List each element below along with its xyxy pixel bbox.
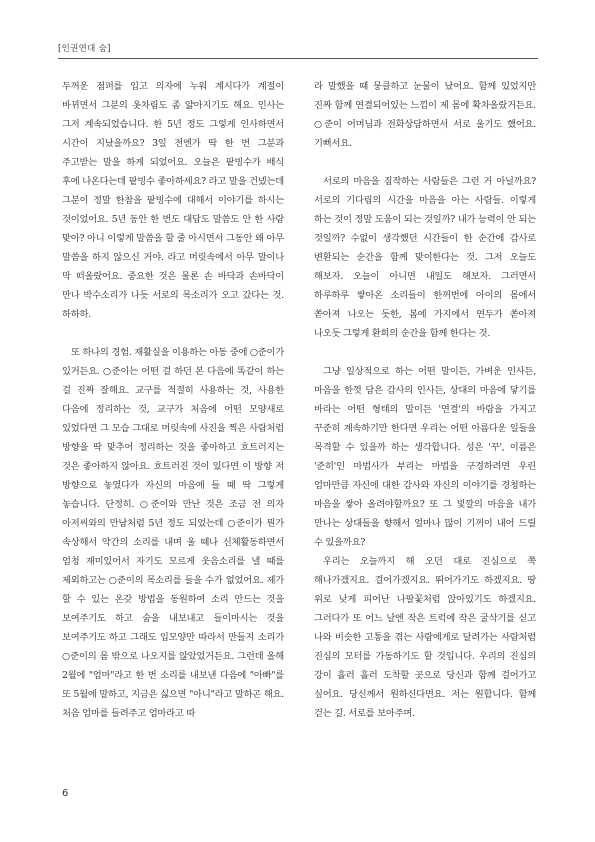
page-number: 6 <box>62 788 69 799</box>
paragraph: 그냥 일상적으로 하는 어떤 말이든, 가벼운 인사든, 마음을 한껏 담은 감사의 인사든, 상대의 마음에 닿기를 바라는 어떤 형태의 말이든 '연결'의 바람을 가지고 꾸준히 계속하기만 한다면 우리는 어떤 아름다운 일들을 목격할 수 있을까 하는 생각합니다. 성은 '꾸', 이름은 '준히'인 마법사가 부리는 마법을 구경하려면 우린 엄마만큼 자신에 대한 감사와 자신의 이야기를 경청하는 마음을 쌓아 올려야할까요? 또 그 빛깔의 마음을 내가 만나는 상대들을 향해서 얼마나 많이 기꺼이 내어 드릴 수 있을까요? <box>314 366 536 548</box>
paragraph: 라 말했을 때 뭉클하고 눈물이 났어요. 함께 있었지만 진짜 함께 연결되어있는 느낌이 제 몸에 확차올랐거든요. ○준이 어머님과 전화상담하면서 서로 울기도 했어요. 기뻐서요. <box>314 81 536 149</box>
header-rule <box>58 58 538 59</box>
paragraph: 또 하나의 경험. 재활실을 이용하는 아동 중에 ○준이가 있거든요. ○준이는 어떤 걸 하던 본 다음에 똑같이 하는 걸 진짜 잘해요. 교구를 적절히 사용하는 것, 사용한 다음에 정리하는 것, 교구가 처음에 어떤 모양새로 있었다면 그 모습 그대로 머릿속에 사진을 찍은 사람처럼 방향을 딱 맞추어 정리하는 것을 좋아하고 흐트러지는 것은 좋아하지 않아요. 흐트러진 것이 있다면 이 방향 저 방향으로 놓였다가 자신의 마음에 들 때 딱 그렇게 놓습니다. 단정히. ○준이와 만난 것은 조금 전 의자 아저씨와의 만남처럼 5년 정도 되었는데 ○준이가 뭔가 속상해서 약간의 소리를 내며 울 때나 신체활동하면서 엄청 재미있어서 자기도 모르게 웃음소리를 낼 때를 제외하고는 ○준이의 목소리를 들을 수가 없었어요. 제가 할 수 있는 온갖 방법을 동원하여 소리 만드는 것을 보여주기도 하고 숨을 내보내고 들이마시는 것을 보여주기도 하고 그래도 입모양만 따라서 만들지 소리가 ○준이의 몸 밖으로 나오지를 않았었거든요. 그런데 올해 2월에 "엄마"라고 한 번 소리를 내보낸 다음에 "아빠"를 또 5월에 말하고, 지금은 싫으면 "아니"라고 말하곤 해요. 처음 엄마를 들려주고 엄마라고 따 <box>62 347 284 719</box>
right-column <box>314 77 536 723</box>
paragraph: 서로의 마음을 짐작하는 사람들은 그런 거 아닐까요? 서로의 기다림의 시간을 마음을 아는 사람들. 이렇게 하는 것이 정말 도움이 되는 것일까? 내가 능력이 안 되는 것일까? 수없이 생각했던 시간들이 한 순간에 감사로 변환되는 순간을 함께 맞이한다는 것. 그저 오늘도 해보자. 오늘이 아니면 내일도 해보자. 그러면서 하루하루 쌓아온 소리들이 한꺼번에 아이의 몸에서 쏟아져 나오는 듯한, 봄에 가지에서 연두가 쏟아져 나오듯 그렇게 환희의 순간을 함께 한다는 것. <box>314 176 536 339</box>
section-header: [인권연대 숨] <box>58 44 111 54</box>
paragraph: 우리는 오늘까지 해 오던 대로 진심으로 쭉 해나가겠지요. 걸어가겠지요. 뛰어가기도 하겠지요. 땅 위로 낮게 피어난 나팔꽃처럼 앉아있기도 하겠지요. 그러다가 또 어느 날엔 작은 트럭에 작은 굴삭기를 싣고 나와 비슷한 고통을 겪는 사람에게로 달려가는 사람처럼 진심의 모터를 가동하기도 할 것입니다. 우리의 진심의 강이 흘러 흘러 도착할 곳으로 당신과 함께 걸어가고 싶어요. 당신께서 원하신다면요. 저는 원합니다. 함께 걷는 길. 서로를 보아주며. <box>314 556 536 719</box>
left-column <box>62 77 284 723</box>
paragraph: 두꺼운 점퍼를 입고 의자에 누워 계시다가 계절이 바뀌면서 그분의 옷차림도 좀 얇아지기도 해요. 인사는 그저 계속되었습니다. 한 5년 정도 그렇게 인사하면서 시간이 지났을까요? 3일 전엔가 딱 한 번 그분과 주고받는 말을 하게 되었어요. 오늘은 팥빙수가 배식 후에 나온다는데 팥빙수 좋아하세요? 라고 말을 건넸는데 그분이 정말 한참을 팥빙수에 대해서 이야기를 하시는 것이었어요. 5년 동안 한 번도 대답도 말씀도 안 한 사람 맞아? 아니 이렇게 말씀을 할 줄 아시면서 그동안 왜 아무 말씀을 하지 않으신 거야. 라고 머릿속에서 아무 말이나 막 떠올랐어요. 중요한 것은 물론 손 바닥과 손바닥이 만나 박수소리가 나듯 서로의 목소리가 오고 갔다는 것. 하하하. <box>62 81 284 320</box>
